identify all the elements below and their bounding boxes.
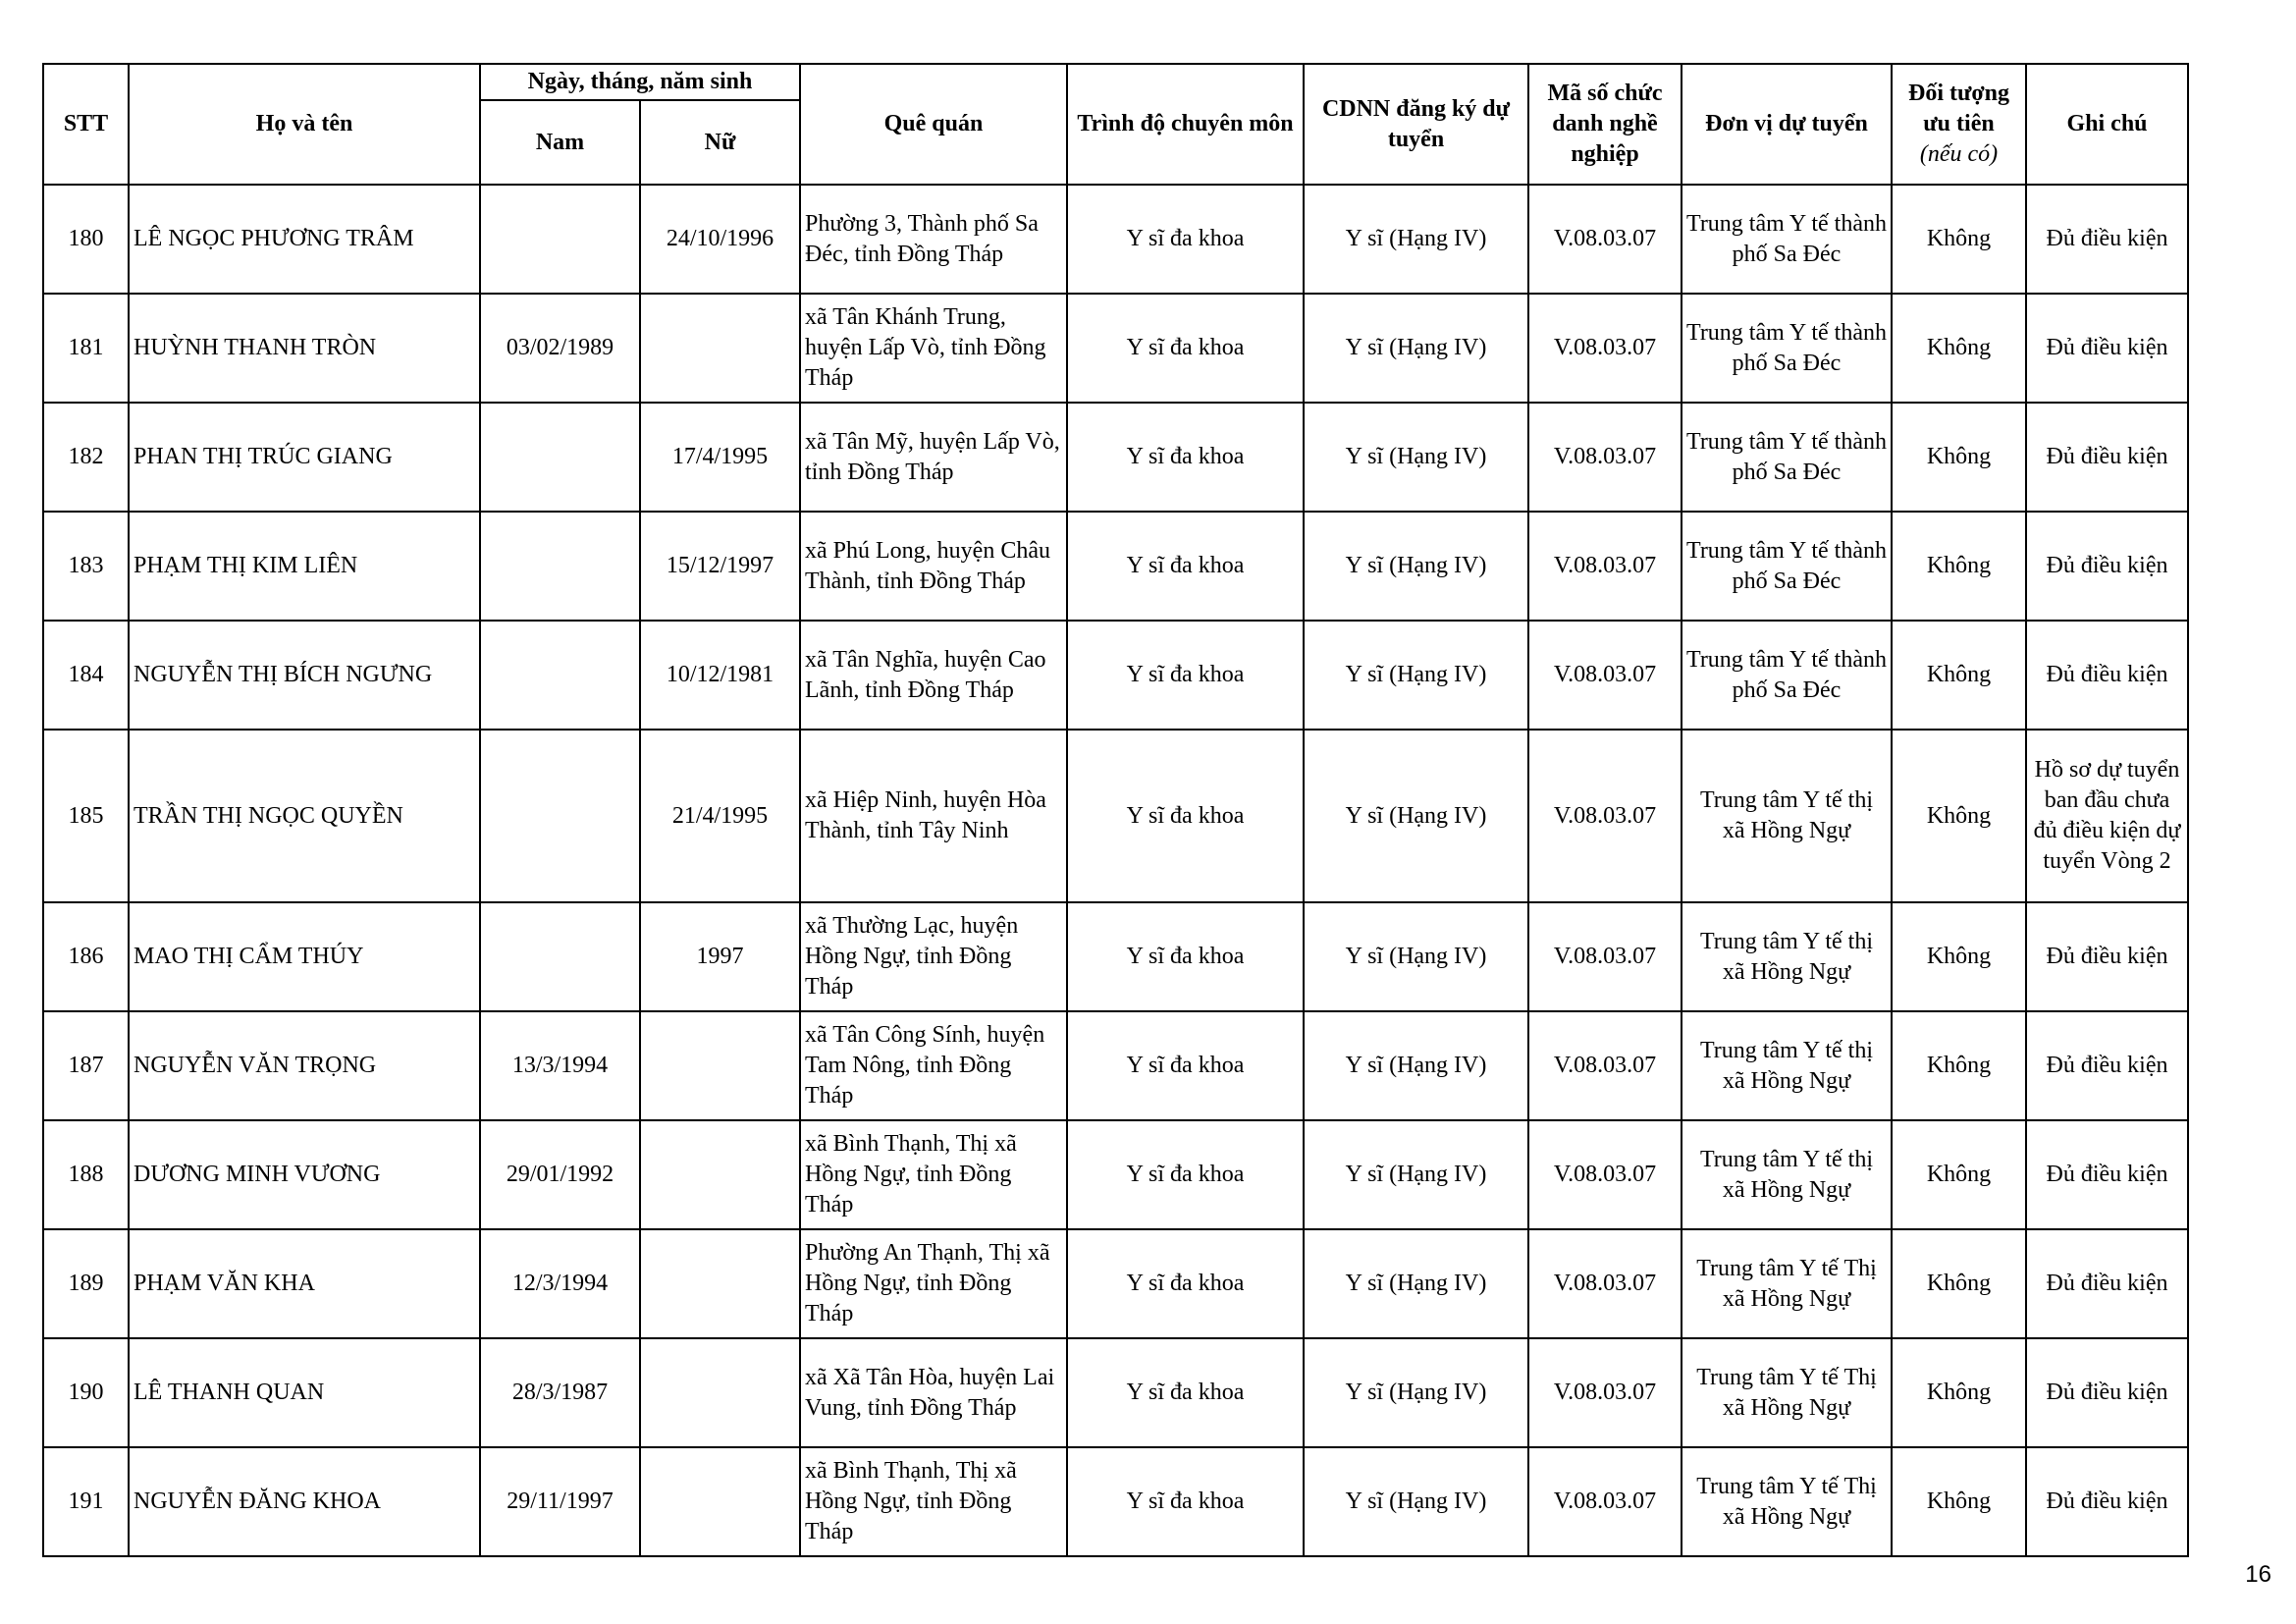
cell-stt: 182 (43, 403, 129, 512)
cell-doi-tuong: Không (1892, 1229, 2026, 1338)
cell-don-vi: Trung tâm Y tế thành phố Sa Đéc (1682, 403, 1892, 512)
table-row (43, 1120, 2188, 1229)
table-row (43, 1011, 2188, 1120)
cell-trinh-do: Y sĩ đa khoa (1067, 185, 1304, 294)
table-row (43, 1229, 2188, 1338)
cell-trinh-do: Y sĩ đa khoa (1067, 621, 1304, 730)
cell-doi-tuong: Không (1892, 1338, 2026, 1447)
cell-don-vi: Trung tâm Y tế thành phố Sa Đéc (1682, 621, 1892, 730)
header-ghi-chu: Ghi chú (2026, 64, 2188, 185)
cell-nu (640, 1120, 800, 1229)
cell-name: TRẦN THỊ NGỌC QUYỀN (129, 730, 480, 902)
cell-nam (480, 621, 640, 730)
header-nu: Nữ (640, 100, 800, 185)
cell-nam: 29/11/1997 (480, 1447, 640, 1556)
table-header (43, 64, 2188, 185)
cell-name: PHẠM VĂN KHA (129, 1229, 480, 1338)
cell-ma-so: V.08.03.07 (1528, 902, 1682, 1011)
candidate-table (42, 63, 2189, 1557)
page-number: 16 (2245, 1561, 2271, 1588)
cell-don-vi: Trung tâm Y tế thành phố Sa Đéc (1682, 512, 1892, 621)
cell-cdnn: Y sĩ (Hạng IV) (1304, 1120, 1528, 1229)
cell-trinh-do: Y sĩ đa khoa (1067, 1229, 1304, 1338)
cell-ghi-chu: Hồ sơ dự tuyển ban đầu chưa đủ điều kiện dự tuyển Vòng 2 (2026, 730, 2188, 902)
cell-ghi-chu: Đủ điều kiện (2026, 185, 2188, 294)
cell-ghi-chu: Đủ điều kiện (2026, 1120, 2188, 1229)
cell-don-vi: Trung tâm Y tế thị xã Hồng Ngự (1682, 902, 1892, 1011)
cell-que-quan: xã Tân Khánh Trung, huyện Lấp Vò, tỉnh Đồng Tháp (800, 294, 1067, 403)
cell-nu: 10/12/1981 (640, 621, 800, 730)
cell-nu (640, 1229, 800, 1338)
cell-nam (480, 185, 640, 294)
cell-que-quan: xã Tân Công Sính, huyện Tam Nông, tỉnh Đồng Tháp (800, 1011, 1067, 1120)
cell-que-quan: xã Thường Lạc, huyện Hồng Ngự, tỉnh Đồng Tháp (800, 902, 1067, 1011)
cell-doi-tuong: Không (1892, 1120, 2026, 1229)
cell-name: NGUYỄN ĐĂNG KHOA (129, 1447, 480, 1556)
cell-name: NGUYỄN VĂN TRỌNG (129, 1011, 480, 1120)
cell-name: LÊ NGỌC PHƯƠNG TRÂM (129, 185, 480, 294)
header-ma-so: Mã số chức danh nghề nghiệp (1528, 64, 1682, 185)
cell-stt: 189 (43, 1229, 129, 1338)
cell-ma-so: V.08.03.07 (1528, 294, 1682, 403)
cell-cdnn: Y sĩ (Hạng IV) (1304, 403, 1528, 512)
cell-don-vi: Trung tâm Y tế thị xã Hồng Ngự (1682, 730, 1892, 902)
cell-que-quan: xã Bình Thạnh, Thị xã Hồng Ngự, tỉnh Đồng Tháp (800, 1120, 1067, 1229)
cell-ma-so: V.08.03.07 (1528, 1011, 1682, 1120)
cell-nu: 21/4/1995 (640, 730, 800, 902)
cell-doi-tuong: Không (1892, 1011, 2026, 1120)
cell-name: NGUYỄN THỊ BÍCH NGƯNG (129, 621, 480, 730)
cell-que-quan: xã Phú Long, huyện Châu Thành, tỉnh Đồng Tháp (800, 512, 1067, 621)
table-row (43, 403, 2188, 512)
cell-nu: 24/10/1996 (640, 185, 800, 294)
cell-nam: 28/3/1987 (480, 1338, 640, 1447)
table-body (43, 185, 2188, 1556)
cell-nam: 29/01/1992 (480, 1120, 640, 1229)
table-row (43, 185, 2188, 294)
cell-don-vi: Trung tâm Y tế Thị xã Hồng Ngự (1682, 1447, 1892, 1556)
header-ho-ten: Họ và tên (129, 64, 480, 185)
cell-nam (480, 512, 640, 621)
cell-ghi-chu: Đủ điều kiện (2026, 1011, 2188, 1120)
header-ngay-sinh: Ngày, tháng, năm sinh (480, 64, 800, 100)
table-row (43, 294, 2188, 403)
cell-stt: 186 (43, 902, 129, 1011)
cell-doi-tuong: Không (1892, 403, 2026, 512)
cell-trinh-do: Y sĩ đa khoa (1067, 512, 1304, 621)
cell-trinh-do: Y sĩ đa khoa (1067, 294, 1304, 403)
cell-ghi-chu: Đủ điều kiện (2026, 1338, 2188, 1447)
cell-trinh-do: Y sĩ đa khoa (1067, 1011, 1304, 1120)
cell-cdnn: Y sĩ (Hạng IV) (1304, 730, 1528, 902)
table-row (43, 1338, 2188, 1447)
cell-nam (480, 902, 640, 1011)
cell-stt: 191 (43, 1447, 129, 1556)
cell-ma-so: V.08.03.07 (1528, 185, 1682, 294)
cell-ghi-chu: Đủ điều kiện (2026, 621, 2188, 730)
header-don-vi: Đơn vị dự tuyển (1682, 64, 1892, 185)
cell-ghi-chu: Đủ điều kiện (2026, 1229, 2188, 1338)
cell-nu: 1997 (640, 902, 800, 1011)
cell-ghi-chu: Đủ điều kiện (2026, 1447, 2188, 1556)
cell-cdnn: Y sĩ (Hạng IV) (1304, 1011, 1528, 1120)
header-doi-tuong-label: Đối tượng ưu tiên (1907, 81, 2010, 136)
cell-nu (640, 1338, 800, 1447)
cell-doi-tuong: Không (1892, 730, 2026, 902)
cell-ma-so: V.08.03.07 (1528, 403, 1682, 512)
cell-doi-tuong: Không (1892, 512, 2026, 621)
cell-nam: 03/02/1989 (480, 294, 640, 403)
cell-que-quan: xã Tân Nghĩa, huyện Cao Lãnh, tỉnh Đồng Tháp (800, 621, 1067, 730)
cell-que-quan: Phường 3, Thành phố Sa Đéc, tỉnh Đồng Tháp (800, 185, 1067, 294)
cell-stt: 181 (43, 294, 129, 403)
cell-nu (640, 1011, 800, 1120)
cell-doi-tuong: Không (1892, 621, 2026, 730)
cell-ghi-chu: Đủ điều kiện (2026, 403, 2188, 512)
cell-nu (640, 1447, 800, 1556)
cell-cdnn: Y sĩ (Hạng IV) (1304, 1229, 1528, 1338)
cell-ma-so: V.08.03.07 (1528, 512, 1682, 621)
cell-nu (640, 294, 800, 403)
cell-don-vi: Trung tâm Y tế Thị xã Hồng Ngự (1682, 1338, 1892, 1447)
cell-ma-so: V.08.03.07 (1528, 621, 1682, 730)
cell-name: PHAN THỊ TRÚC GIANG (129, 403, 480, 512)
cell-cdnn: Y sĩ (Hạng IV) (1304, 294, 1528, 403)
cell-trinh-do: Y sĩ đa khoa (1067, 403, 1304, 512)
cell-don-vi: Trung tâm Y tế Thị xã Hồng Ngự (1682, 1229, 1892, 1338)
cell-nam: 12/3/1994 (480, 1229, 640, 1338)
cell-nam: 13/3/1994 (480, 1011, 640, 1120)
cell-trinh-do: Y sĩ đa khoa (1067, 902, 1304, 1011)
cell-ma-so: V.08.03.07 (1528, 730, 1682, 902)
cell-ghi-chu: Đủ điều kiện (2026, 512, 2188, 621)
cell-ma-so: V.08.03.07 (1528, 1447, 1682, 1556)
cell-nu: 15/12/1997 (640, 512, 800, 621)
cell-ma-so: V.08.03.07 (1528, 1229, 1682, 1338)
cell-cdnn: Y sĩ (Hạng IV) (1304, 902, 1528, 1011)
cell-que-quan: xã Tân Mỹ, huyện Lấp Vò, tỉnh Đồng Tháp (800, 403, 1067, 512)
header-doi-tuong-note: (nếu có) (1919, 141, 1999, 167)
cell-cdnn: Y sĩ (Hạng IV) (1304, 1447, 1528, 1556)
cell-name: LÊ THANH QUAN (129, 1338, 480, 1447)
cell-que-quan: xã Hiệp Ninh, huyện Hòa Thành, tỉnh Tây Ninh (800, 730, 1067, 902)
table-row (43, 730, 2188, 902)
cell-doi-tuong: Không (1892, 1447, 2026, 1556)
cell-stt: 184 (43, 621, 129, 730)
header-que-quan: Quê quán (800, 64, 1067, 185)
cell-trinh-do: Y sĩ đa khoa (1067, 1338, 1304, 1447)
cell-stt: 190 (43, 1338, 129, 1447)
header-cdnn: CDNN đăng ký dự tuyển (1304, 64, 1528, 185)
table-row (43, 512, 2188, 621)
cell-que-quan: Phường An Thạnh, Thị xã Hồng Ngự, tỉnh Đồng Tháp (800, 1229, 1067, 1338)
cell-name: DƯƠNG MINH VƯƠNG (129, 1120, 480, 1229)
cell-cdnn: Y sĩ (Hạng IV) (1304, 1338, 1528, 1447)
cell-trinh-do: Y sĩ đa khoa (1067, 1120, 1304, 1229)
cell-ghi-chu: Đủ điều kiện (2026, 902, 2188, 1011)
cell-name: MAO THỊ CẨM THÚY (129, 902, 480, 1011)
cell-cdnn: Y sĩ (Hạng IV) (1304, 621, 1528, 730)
cell-nam (480, 730, 640, 902)
cell-don-vi: Trung tâm Y tế thành phố Sa Đéc (1682, 294, 1892, 403)
cell-stt: 188 (43, 1120, 129, 1229)
cell-cdnn: Y sĩ (Hạng IV) (1304, 512, 1528, 621)
cell-trinh-do: Y sĩ đa khoa (1067, 730, 1304, 902)
cell-stt: 183 (43, 512, 129, 621)
cell-que-quan: xã Xã Tân Hòa, huyện Lai Vung, tỉnh Đồng Tháp (800, 1338, 1067, 1447)
cell-name: PHẠM THỊ KIM LIÊN (129, 512, 480, 621)
cell-don-vi: Trung tâm Y tế thị xã Hồng Ngự (1682, 1120, 1892, 1229)
cell-nam (480, 403, 640, 512)
header-stt: STT (43, 64, 129, 185)
cell-name: HUỲNH THANH TRÒN (129, 294, 480, 403)
cell-ma-so: V.08.03.07 (1528, 1338, 1682, 1447)
table-row (43, 902, 2188, 1011)
cell-doi-tuong: Không (1892, 902, 2026, 1011)
table-row (43, 1447, 2188, 1556)
header-trinh-do: Trình độ chuyên môn (1067, 64, 1304, 185)
cell-doi-tuong: Không (1892, 185, 2026, 294)
cell-ghi-chu: Đủ điều kiện (2026, 294, 2188, 403)
cell-ma-so: V.08.03.07 (1528, 1120, 1682, 1229)
cell-nu: 17/4/1995 (640, 403, 800, 512)
table-row (43, 621, 2188, 730)
cell-stt: 180 (43, 185, 129, 294)
cell-stt: 187 (43, 1011, 129, 1120)
cell-don-vi: Trung tâm Y tế thành phố Sa Đéc (1682, 185, 1892, 294)
cell-trinh-do: Y sĩ đa khoa (1067, 1447, 1304, 1556)
cell-don-vi: Trung tâm Y tế thị xã Hồng Ngự (1682, 1011, 1892, 1120)
header-nam: Nam (480, 100, 640, 185)
cell-cdnn: Y sĩ (Hạng IV) (1304, 185, 1528, 294)
cell-stt: 185 (43, 730, 129, 902)
header-doi-tuong (1892, 64, 2026, 185)
cell-doi-tuong: Không (1892, 294, 2026, 403)
cell-que-quan: xã Bình Thạnh, Thị xã Hồng Ngự, tỉnh Đồng Tháp (800, 1447, 1067, 1556)
